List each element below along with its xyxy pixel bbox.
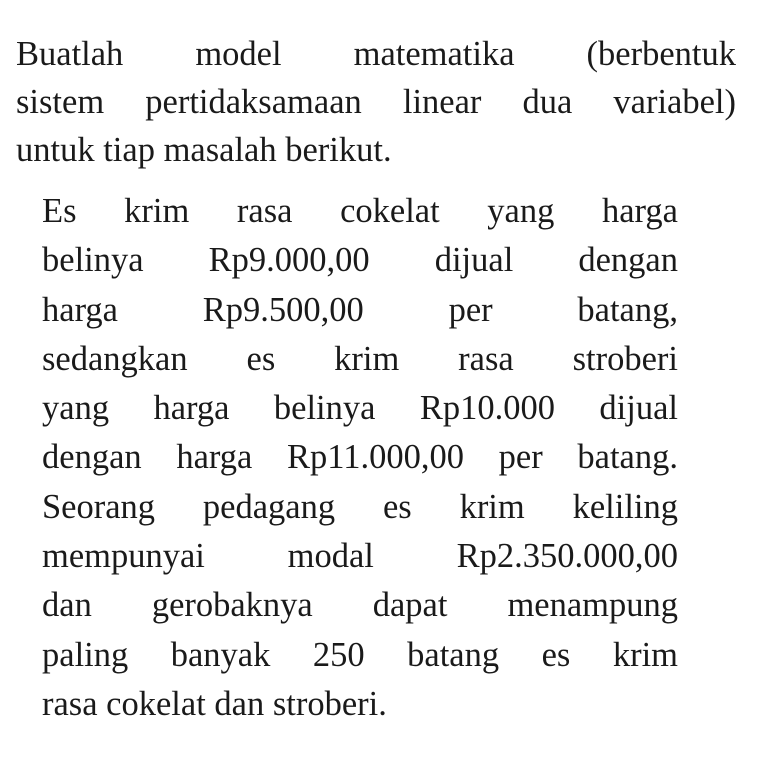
problem-paragraph: [42, 187, 678, 729]
problem-line: yang harga belinya Rp10.000 dijual: [42, 389, 678, 428]
instruction-line: Buatlah model matematika (berbentuk: [16, 35, 736, 73]
problem-line: belinya Rp9.000,00 dijual dengan: [42, 241, 678, 280]
instruction-line: sistem pertidaksamaan linear dua variabel): [16, 83, 736, 121]
instruction-paragraph: [16, 30, 736, 174]
problem-line: sedangkan es krim rasa stroberi: [42, 339, 678, 378]
problem-line: Seorang pedagang es krim keliling: [42, 487, 678, 526]
problem-line: paling banyak 250 batang es krim: [42, 635, 678, 674]
instruction-line: untuk tiap masalah berikut.: [16, 131, 392, 169]
problem-line: mempunyai modal Rp2.350.000,00: [42, 537, 678, 576]
problem-line: Es krim rasa cokelat yang harga: [42, 192, 678, 230]
problem-line: rasa cokelat dan stroberi.: [42, 684, 387, 723]
problem-line: harga Rp9.500,00 per batang,: [42, 290, 678, 329]
problem-line: dan gerobaknya dapat menampung: [42, 586, 678, 625]
problem-line: dengan harga Rp11.000,00 per batang.: [42, 438, 678, 477]
